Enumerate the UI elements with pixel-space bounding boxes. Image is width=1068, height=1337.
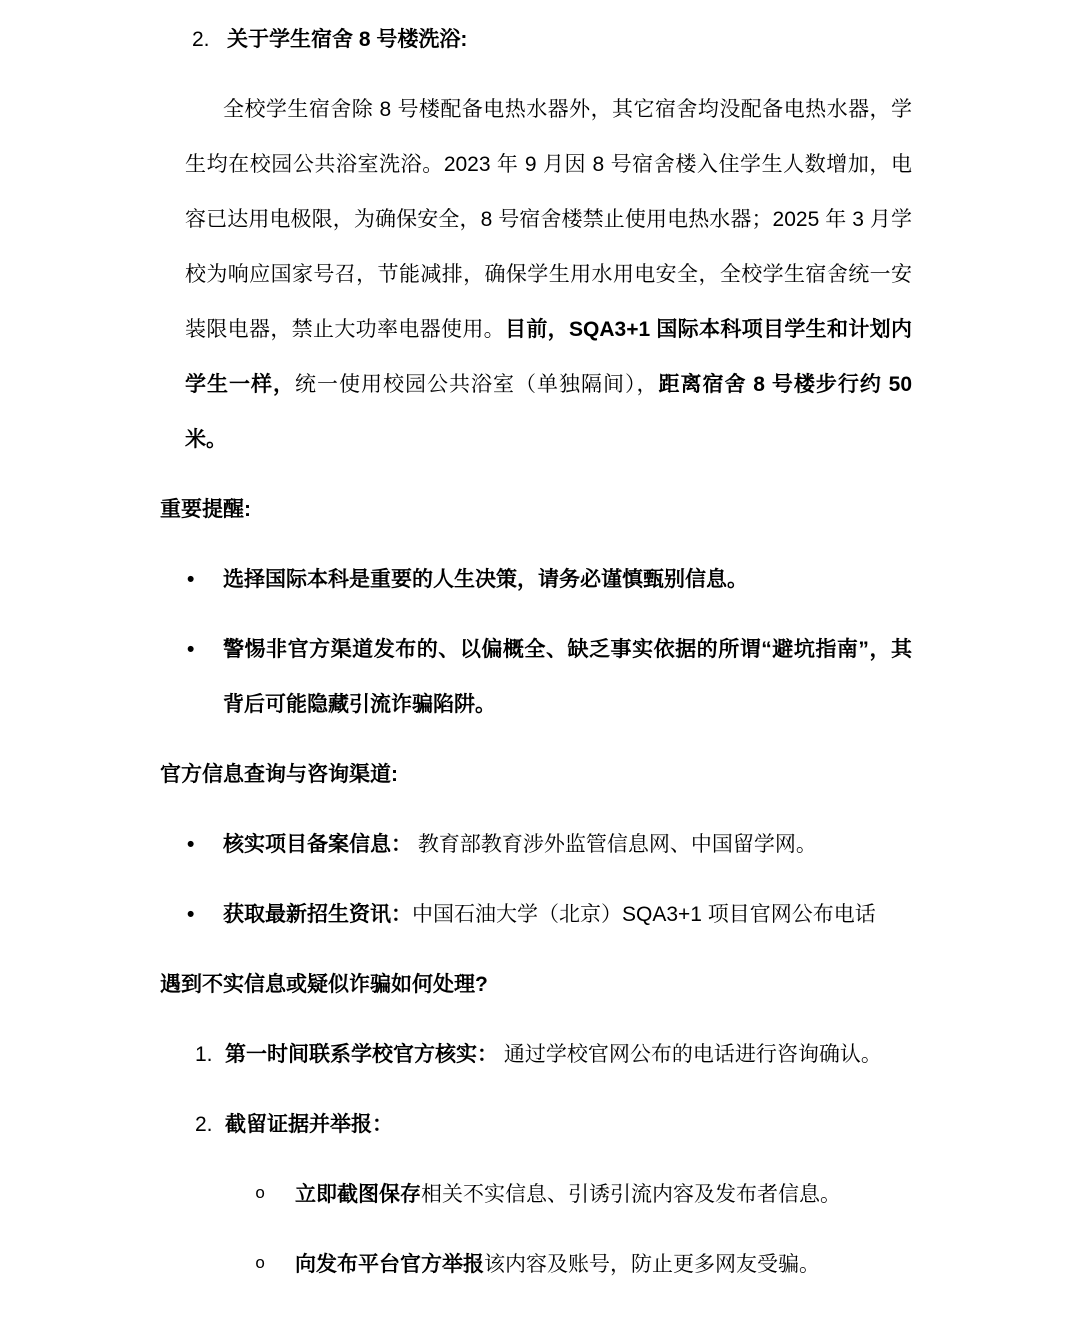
channels-heading: 官方信息查询与咨询渠道:	[160, 763, 398, 786]
paragraph-text-bold-2: 距离宿舍 8 号楼步行约 50 米。	[185, 373, 913, 451]
reminder-heading: 重要提醒:	[160, 498, 251, 521]
item-title: 关于学生宿舍 8 号楼洗浴:	[227, 28, 468, 51]
channel-2-label: 获取最新招生资讯：	[223, 903, 412, 926]
handling-substep-1-label: 立即截图保存	[295, 1183, 421, 1206]
body-paragraph	[185, 82, 912, 467]
bullet-marker: •	[187, 903, 195, 926]
channel-bullet-1	[160, 817, 912, 872]
bullet-marker: •	[187, 568, 195, 591]
channel-bullet-2	[160, 887, 912, 942]
bullet-marker: •	[187, 833, 195, 856]
paragraph-text-bold: 目前，SQA3+1 国际本科项目学生和计划内学生一样，	[185, 318, 912, 396]
channel-2-text: 中国石油大学（北京）SQA3+1 项目官网公布电话	[412, 903, 876, 926]
handling-substep-2-label: 向发布平台官方举报	[295, 1253, 484, 1276]
circle-bullet-marker: o	[255, 1185, 266, 1204]
circle-bullet-marker: o	[255, 1255, 266, 1274]
handling-heading: 遇到不实信息或疑似诈骗如何处理?	[160, 973, 488, 996]
paragraph-text-regular-2: 统一使用校园公共浴室（单独隔间），	[295, 373, 659, 396]
handling-step-1-label: 第一时间联系学校官方核实：	[225, 1043, 498, 1066]
channel-1-label: 核实项目备案信息：	[223, 833, 412, 856]
handling-substep-2-text: 该内容及账号，防止更多网友受骗。	[484, 1253, 820, 1276]
handling-substep-2	[160, 1237, 912, 1292]
handling-step-2-label: 截留证据并举报：	[225, 1113, 393, 1136]
reminder-bullet-2-text: 警惕非官方渠道发布的、以偏概全、缺乏事实依据的所谓“避坑指南”，其背后可能隐藏引流诈骗陷阱。	[223, 638, 912, 716]
reminder-bullet-2	[160, 622, 912, 732]
reminder-bullet-1	[160, 552, 912, 607]
paragraph-text-regular: 全校学生宿舍除 8 号楼配备电热水器外，其它宿舍均没配备电热水器，学生均在校园公共浴室洗浴。2023 年 9 月因 8 号宿舍楼入住学生人数增加，电容已达用电极限，为确保安全，8 号宿舍楼禁止使用电热水器；2025 年 3 月学校为响应国家号召，节能减排，确保学生用水用电安全，全校学生宿舍统一安装限电器，禁止大功率电器使用。	[185, 98, 912, 341]
handling-substep-1-text: 相关不实信息、引诱引流内容及发布者信息。	[421, 1183, 841, 1206]
handling-substep-1	[160, 1167, 912, 1222]
reminder-bullet-1-text: 选择国际本科是重要的人生决策，请务必谨慎甄别信息。	[223, 568, 748, 591]
ordered-item-dorm-bathing	[160, 12, 912, 67]
handling-step-1-text: 通过学校官网公布的电话进行咨询确认。	[498, 1043, 882, 1066]
item-number: 2.	[192, 28, 210, 51]
channel-1-text: 教育部教育涉外监管信息网、中国留学网。	[412, 833, 817, 856]
bullet-marker: •	[187, 638, 195, 661]
item-number: 2.	[195, 1113, 213, 1136]
item-number: 1.	[195, 1043, 213, 1066]
handling-step-2	[160, 1097, 912, 1152]
handling-step-1	[160, 1027, 912, 1082]
